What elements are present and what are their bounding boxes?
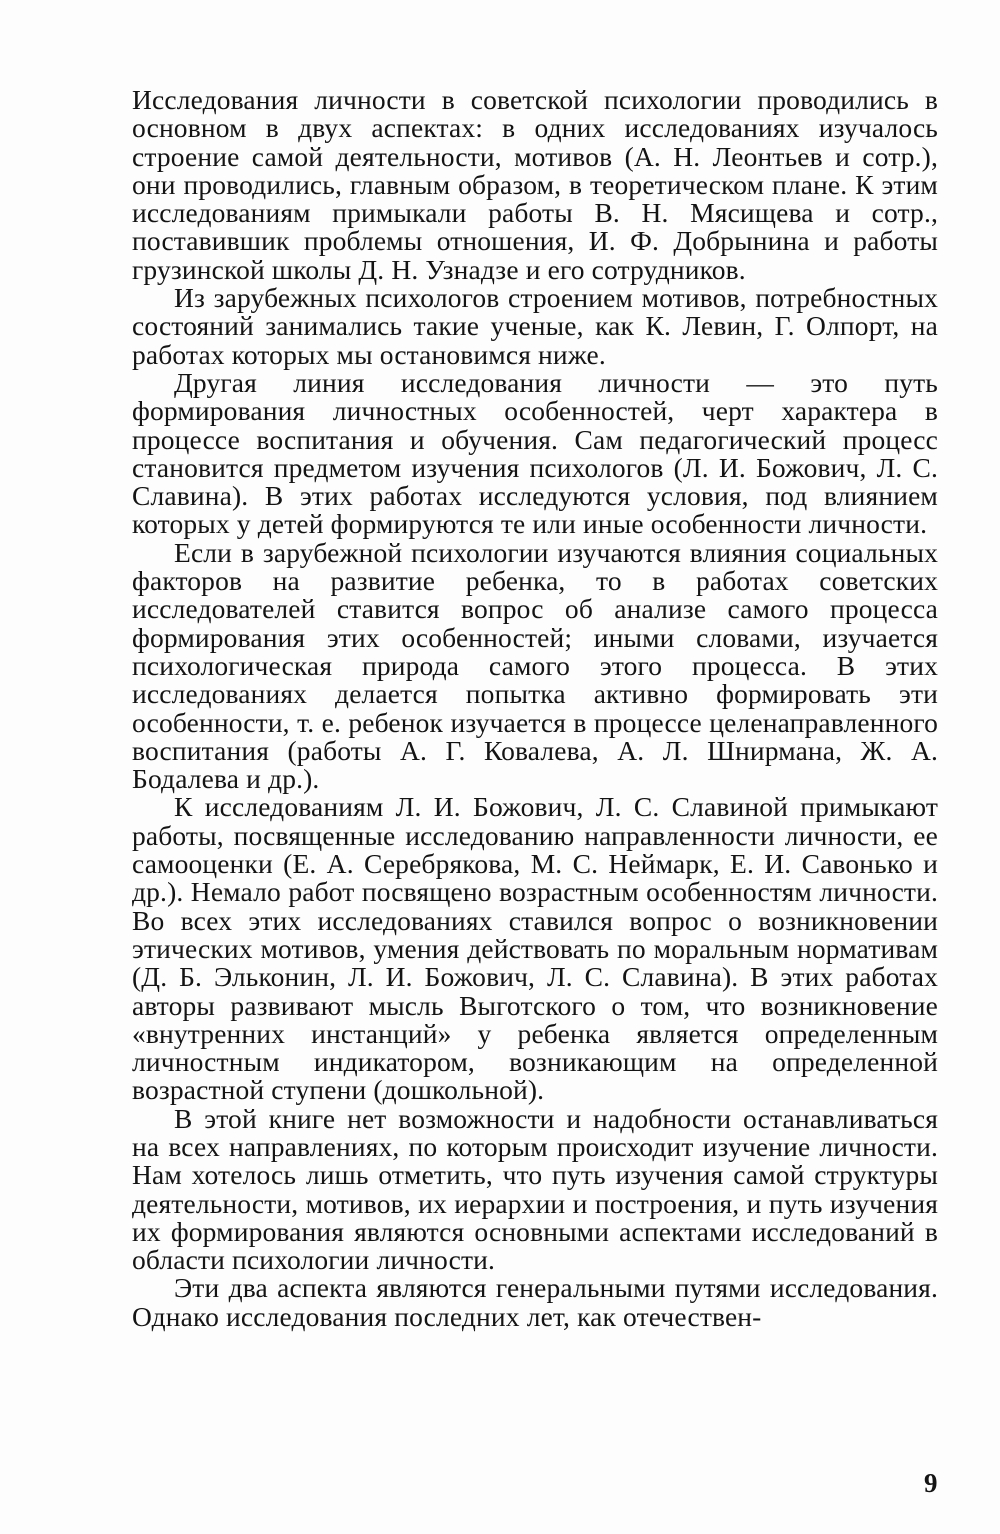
page-number: 9: [924, 1468, 938, 1498]
paragraph-1: Исследования личности в советской психологии проводились в основном в двух аспектах: в одних исследованиях изучалось строение самой деятельности, мотивов (А. Н. Леонтьев и сотр.), они проводились, главным образом, в теоретическом плане. К этим исследованиям примыкали работы В. Н. Мясищева и сотр., поставившик проблемы отношения, И. Ф. Добрынина и работы грузинской школы Д. Н. Узнадзе и его сотрудников.: [132, 84, 938, 285]
paragraph-2: Из зарубежных психологов строением мотивов, потребностных состояний занимались такие ученые, как К. Левин, Г. Олпорт, на работах которых мы остановимся ниже.: [132, 282, 938, 370]
paragraph-4: Если в зарубежной психологии изучаются влияния социальных факторов на развитие ребенка, то в работах советских исследователей ставится вопрос об анализе самого процесса формирования этих особенностей; иными словами, изучается психологическая природа самого этого процесса. В этих исследованиях делается попытка активно формировать эти особенности, т. е. ребенок изучается в процессе целенаправленного воспитания (работы А. Г. Ковалева, А. Л. Шнирмана, Ж. А. Бодалева и др.).: [132, 536, 938, 795]
body-text: [132, 86, 938, 1331]
paragraph-3: Другая линия исследования личности — это путь формирования личностных особенностей, черт характера в процессе воспитания и обучения. Сам педагогический процесс становится предметом изучения психологов (Л. И. Божович, Л. С. Славина). В этих работах исследуются условия, под влиянием которых у детей формируются те или иные особенности личности.: [132, 366, 938, 540]
paragraph-7: Эти два аспекта являются генеральными путями исследования. Однако исследования последних лет, как отечествен-: [132, 1272, 938, 1332]
paragraph-6: В этой книге нет возможности и надобности останавливаться на всех направлениях, по которым происходит изучение личности. Нам хотелось лишь отметить, что путь изучения самой структуры деятельности, мотивов, их иерархии и построения, и путь изучения их формирования являются основными аспектами исследований в области психологии личности.: [132, 1102, 938, 1276]
paragraph-5: К исследованиям Л. И. Божович, Л. С. Славиной примыкают работы, посвященные исследованию направленности личности, ее самооценки (Е. А. Серебрякова, М. С. Неймарк, Е. И. Савонько и др.). Немало работ посвящено возрастным особенностям личности. Во всех этих исследованиях ставился вопрос о возникновении этических мотивов, умения действовать по моральным нормативам (Д. Б. Эльконин, Л. И. Божович, Л. С. Славина). В этих работах авторы развивают мысль Выготского о том, что возникновение «внутренних инстанций» у ребенка является определенным личностным индикатором, возникающим на определенной возрастной ступени (дошкольной).: [132, 791, 938, 1106]
